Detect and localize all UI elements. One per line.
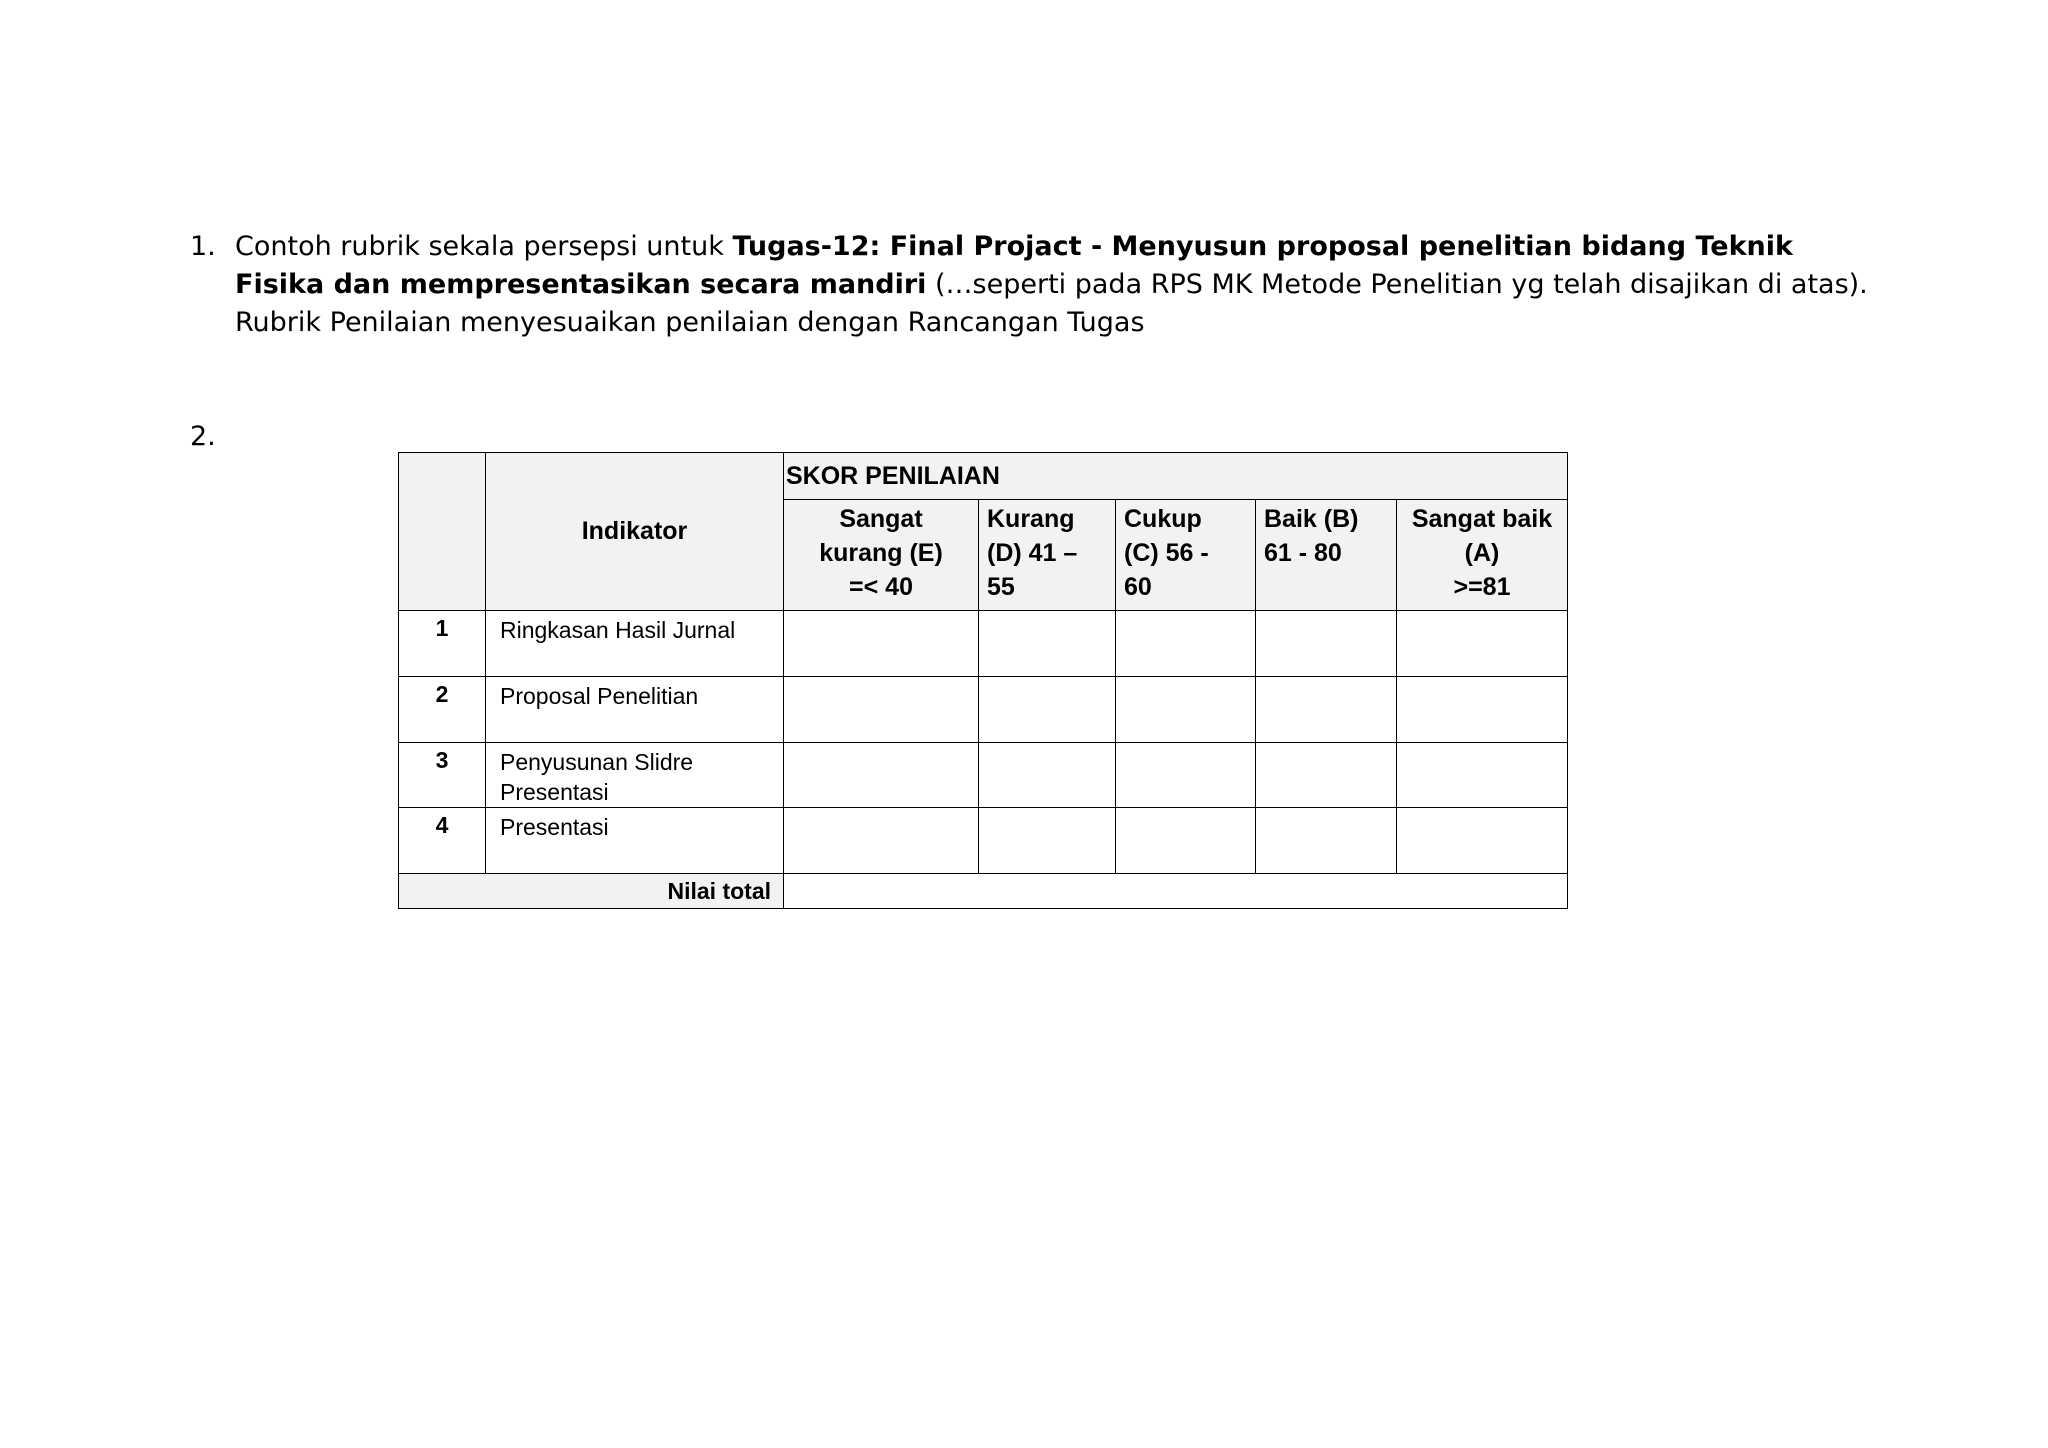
score-cell (1256, 611, 1397, 677)
header-score-line: 55 (987, 573, 1015, 601)
header-skor-penilaian: SKOR PENILAIAN (784, 453, 1568, 500)
header-score-c (1116, 500, 1256, 611)
row-indikator: Presentasi (486, 808, 784, 874)
header-score-line: (D) 41 – (987, 539, 1078, 567)
header-score-line: =< 40 (849, 573, 913, 601)
score-cell (1116, 743, 1256, 808)
header-score-line: (A) (1464, 539, 1500, 567)
list-item-1-text (235, 228, 1890, 342)
list-number-1: 1. (190, 231, 216, 262)
score-cell (1116, 611, 1256, 677)
header-score-line: 60 (1124, 573, 1152, 601)
header-score-line: Cukup (1124, 505, 1202, 533)
total-row (399, 874, 1568, 909)
header-score-line: 61 - 80 (1264, 539, 1342, 567)
item1-text-bold: Tugas-12: Final Projact - Menyusun proposal penelitian bidang Teknik Fisika dan mempresentasikan secara mandiri (235, 231, 1793, 300)
header-score-line: Kurang (987, 505, 1075, 533)
score-cell (1116, 677, 1256, 743)
row-number: 3 (399, 743, 486, 808)
row-indikator: Penyusunan Slidre Presentasi (486, 743, 784, 808)
header-score-a (1397, 500, 1568, 611)
header-indikator: Indikator (486, 453, 784, 611)
row-number: 2 (399, 677, 486, 743)
row-indikator: Proposal Penelitian (486, 677, 784, 743)
score-cell (784, 808, 979, 874)
row-number: 1 (399, 611, 486, 677)
row-indikator: Ringkasan Hasil Jurnal (486, 611, 784, 677)
list-number-2: 2. (190, 421, 216, 452)
score-cell (979, 611, 1116, 677)
header-score-line: Sangat baik (1411, 505, 1553, 533)
score-cell (979, 677, 1116, 743)
score-cell (784, 611, 979, 677)
score-cell (1256, 677, 1397, 743)
list-item-1 (190, 228, 1890, 342)
table-row (399, 611, 1568, 677)
score-cell (1397, 677, 1568, 743)
score-cell (1397, 743, 1568, 808)
score-cell (1116, 808, 1256, 874)
table-row (399, 808, 1568, 874)
header-score-b (1256, 500, 1397, 611)
score-cell (979, 743, 1116, 808)
header-blank-cell (399, 453, 486, 611)
rubric-table (398, 452, 1568, 909)
table-row (399, 743, 1568, 808)
header-score-e (784, 500, 979, 611)
score-cell (1256, 743, 1397, 808)
row-number: 4 (399, 808, 486, 874)
table-row (399, 677, 1568, 743)
score-cell (1256, 808, 1397, 874)
header-score-line: (C) 56 - (1124, 539, 1209, 567)
header-score-line: Baik (B) (1264, 505, 1359, 533)
list-item-2 (190, 418, 216, 456)
item1-text-before: Contoh rubrik sekala persepsi untuk (235, 231, 733, 262)
header-score-d (979, 500, 1116, 611)
score-cell (979, 808, 1116, 874)
score-cell (1397, 611, 1568, 677)
header-score-line: kurang (E) (819, 539, 943, 567)
header-score-line: >=81 (1453, 573, 1511, 601)
item1-text-after: (…seperti pada RPS MK Metode Penelitian yg telah disajikan di atas). Rubrik Penilaian menyesuaikan penilaian dengan Rancangan Tugas (235, 269, 1868, 338)
total-value-cell (784, 874, 1568, 909)
score-cell (784, 677, 979, 743)
total-label: Nilai total (399, 874, 784, 909)
score-cell (1397, 808, 1568, 874)
header-score-line: Sangat (839, 505, 923, 533)
score-cell (784, 743, 979, 808)
